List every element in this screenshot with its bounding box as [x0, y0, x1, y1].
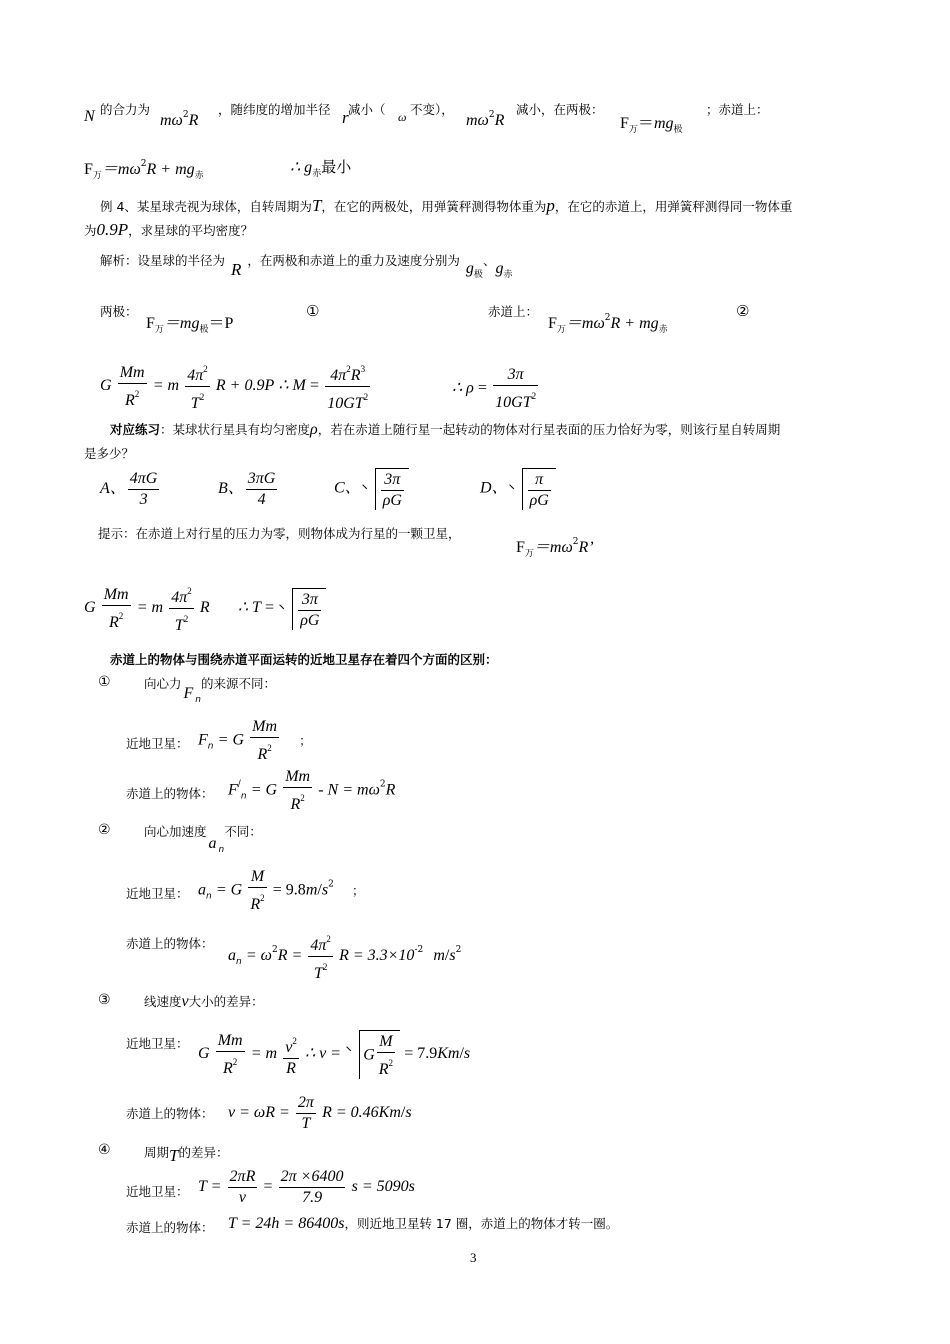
item-3-obj-label: 赤道上的物体： [126, 1106, 214, 1121]
item-1-heading: 向心力F $_n$的来源不同： [144, 676, 277, 705]
symbol-N: N [84, 108, 95, 125]
item-2-number: ② [98, 822, 111, 838]
item-2-obj-label: 赤道上的物体： [126, 936, 214, 951]
item-3-obj-equation: v = ωR = $\frac{2\pi}{T}$ R = 0.46Km/s [228, 1094, 412, 1132]
item-2-sat-equation: $a_n = G$ $\frac{M}{R^2}$ = $9.8m/s^2$ ； [198, 868, 365, 913]
item-4-sat-label: 近地卫星： [126, 1184, 189, 1199]
item-4-sat-equation: T = $\frac{2\pi R}{v}$ = $\frac{2\pi \times 6400}{7.9}$ s = 5090s [198, 1168, 415, 1206]
item-4-heading: 周期T的差异： [144, 1145, 229, 1165]
text-1f: ；赤道上： [706, 102, 769, 117]
poles-label: 两极： [100, 304, 138, 319]
item-4-obj-label: 赤道上的物体： [126, 1220, 214, 1235]
text-1a: 的合力为 [100, 102, 151, 117]
option-c[interactable]: C、 $\frac{3\pi}{\rho G}$ [334, 468, 409, 510]
solve-equation: G $\frac{Mm}{R^2}$ = m $\frac{4\pi^2}{T^2}$ R + 0.9P ∴ M = $\frac{4\pi^2R^3}{10GT^2}$ [100, 360, 372, 413]
page-number: 3 [470, 1250, 477, 1265]
item-3-number: ③ [98, 992, 111, 1008]
math-therefore-g-min: ∴ $g_赤$最小 [290, 158, 352, 179]
item-1-obj-equation: $F^/_n = G$ $\frac{Mm}{R^2}$ - $N = m\omega^2R$ [228, 768, 396, 813]
math-mw2R-2: $m\omega^2R$ [466, 110, 505, 129]
math-F-poles: $F_万=mg_极$ [620, 115, 683, 135]
item-1-number: ① [98, 674, 111, 690]
differences-title: 赤道上的物体与围绕赤道平面运转的近地卫星存在着四个方面的区别： [110, 652, 498, 667]
equation-number-1: ① [306, 302, 320, 320]
text-1b: ，随纬度的增加半径 [218, 102, 331, 117]
example-4-line-2: 为0.9P，求星球的平均密度？ [84, 220, 254, 239]
item-3-sat-equation: G $\frac{Mm}{R^2}$ = m $\frac{v^2}{R}$ ∴ v = G $\frac{M}{R^2}$ = 7.9Km/s [198, 1031, 471, 1078]
analysis-line: 解析：设星球的半径为 R ，在两极和赤道上的重力及速度分别为 $g_极$、$g_赤$ [100, 253, 513, 280]
poles-equation: $F_万=mg_极=P$ [146, 315, 234, 335]
item-2-heading: 向心加速度a $_n$不同： [144, 824, 262, 855]
option-a[interactable]: A、 $\frac{4\pi G}{3}$ [100, 470, 158, 508]
option-d[interactable]: D、 $\frac{\pi}{\rho G}$ [480, 468, 556, 510]
equator-label: 赤道上： [488, 304, 539, 319]
hint-text: 提示：在赤道上对行星的压力为零，则物体成为行星的一颗卫星， [98, 526, 461, 541]
hint-equation-2: G $\frac{Mm}{R^2}$ = m $\frac{4\pi^2}{T^2}$ R ∴ T = $\frac{3\pi}{\rho G}$ [84, 582, 326, 635]
item-3-sat-label: 近地卫星： [126, 1036, 189, 1051]
math-mw2R-1: $m\omega^2R$ [160, 110, 199, 129]
line-1 [84, 108, 95, 126]
practice-line-2: 是多少？ [84, 446, 135, 461]
item-4-number: ④ [98, 1142, 111, 1158]
text-1e: 减小，在两极： [516, 102, 604, 117]
text-1d: 不变）， [410, 102, 454, 117]
item-3-heading: 线速度v大小的差异： [144, 993, 264, 1010]
item-1-obj-label: 赤道上的物体： [126, 786, 214, 801]
item-1-sat-label: 近地卫星： [126, 736, 189, 751]
item-2-obj-equation: $a_n = \omega^2R$ = $\frac{4\pi^2}{T^2}$ $R = 3.3\times 10^{-2}$ $m/s^2$ [228, 930, 461, 983]
equation-number-2: ② [736, 302, 750, 320]
item-4-obj-equation: T = 24h = 86400s，则近地卫星转 17 圈，赤道上的物体才转一圈。 [228, 1215, 619, 1232]
math-line-2: $F_万=m\omega^2R + mg_赤$ [84, 159, 204, 181]
item-1-sat-equation: $F_n = G$ $\frac{Mm}{R^2}$ ； [198, 718, 312, 763]
symbol-r: r [342, 108, 349, 127]
option-b[interactable]: B、 $\frac{3\pi G}{4}$ [218, 470, 276, 508]
item-2-sat-label: 近地卫星： [126, 886, 189, 901]
symbol-omega: ω [398, 110, 407, 124]
practice-line-1: 对应练习：某球状行星具有均匀密度ρ，若在赤道上随行星一起转动的物体对行星表面的压力恰好为零，则该行星自转周期 [110, 421, 781, 438]
equator-equation: $F_万=m\omega^2R + mg_赤$ [548, 313, 668, 335]
solve-density: ∴ ρ = $\frac{3\pi}{10GT^2}$ [452, 366, 537, 411]
hint-equation: $F_万=m\omega^2R$’ [516, 537, 594, 559]
text-1c: 减小（ [348, 102, 386, 117]
example-4-line-1: 例 4、某星球壳视为球体，自转周期为T，在它的两极处，用弹簧秤测得物体重为p，在它的赤道上，用弹簧秤测得同一物体重 [100, 196, 793, 215]
